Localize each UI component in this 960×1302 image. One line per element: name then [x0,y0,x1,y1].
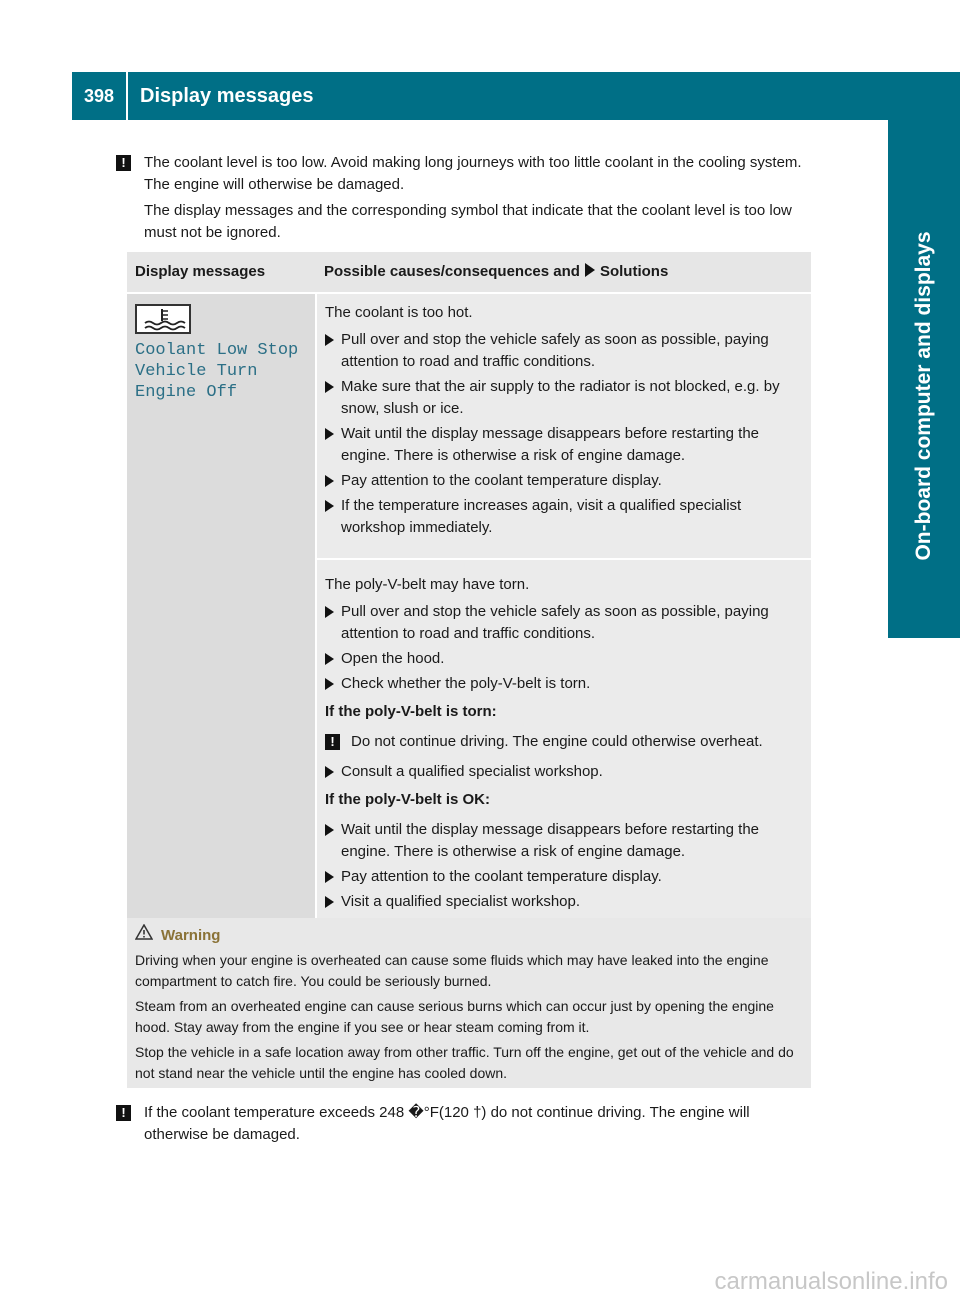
arrow-icon [325,678,334,690]
watermark: carmanualsonline.info [714,1268,948,1295]
arrow-icon [325,896,334,908]
warning-paragraph: Steam from an overheated engine can cause serious burns which can occur just by opening the engine hood. Stay away from the engine if you see or hear steam coming from it. [135,998,774,1035]
intro-note: The display messages and the corresponding symbol that indicate that the coolant level is too low must not be ignored. [144,202,792,241]
list-item [325,648,803,670]
page-title: Display messages [140,85,314,107]
list-item [325,329,803,373]
col-causes-solutions [316,252,811,293]
list-item [325,761,803,783]
intro-caution-text: The coolant level is too low. Avoid making long journeys with too little coolant in the cooling system. The engine will otherwise be damaged. [144,154,802,193]
step-text: Pull over and stop the vehicle safely as soon as possible, paying attention to road and traffic conditions. [341,331,769,370]
warning-paragraph: Driving when your engine is overheated can cause some fluids which may have leaked into the engine compartment to catch fire. You could be seriously burned. [135,952,769,989]
torn-heading: If the poly-V-belt is torn: [325,703,497,720]
list-item [325,673,803,695]
intro [116,152,812,244]
arrow-icon [325,824,334,836]
step-text: Pull over and stop the vehicle safely as soon as possible, paying attention to road and traffic conditions. [341,603,769,642]
step-text: Consult a qualified specialist workshop. [341,763,603,780]
warning-heading [135,924,803,946]
display-message-cell [127,293,316,926]
final-caution [116,1102,812,1146]
step-text: Make sure that the air supply to the radiator is not blocked, e.g. by snow, slush or ice. [341,378,780,417]
warning-title: Warning [161,926,221,944]
caution-icon: ! [325,734,340,750]
table-row [127,293,811,559]
caution-icon: ! [116,155,131,171]
arrow-icon [325,428,334,440]
page-number: 398 [83,86,115,106]
ok-heading: If the poly-V-belt is OK: [325,791,491,808]
arrow-icon [325,475,334,487]
list-item [325,376,803,420]
section-poly-v-belt [316,559,811,926]
display-messages-table [127,252,811,926]
list-item [325,866,803,888]
arrow-icon [325,871,334,883]
cause-text: The poly-V-belt may have torn. [325,576,530,593]
warning-box [127,918,811,1088]
col-display-messages: Display messages [127,252,316,293]
warning-paragraph: Stop the vehicle in a safe location away from other traffic. Turn off the engine, get out of the vehicle and do not stand near the vehicle until the engine has cooled down. [135,1044,794,1081]
torn-caution [325,731,803,753]
step-text: Check whether the poly-V-belt is torn. [341,675,591,692]
list-item [325,470,803,492]
arrow-icon [325,334,334,346]
step-text: Wait until the display message disappears before restarting the engine. There is otherwise a risk of engine damage. [341,821,760,860]
arrow-icon [325,381,334,393]
caution-icon: ! [116,1105,131,1121]
step-text: Pay attention to the coolant temperature display. [341,472,662,489]
list-item [325,601,803,645]
intro-caution [116,152,812,196]
list-item [325,423,803,467]
coolant-temperature-icon [135,304,191,334]
col2-header-part2: Solutions [599,263,669,280]
arrow-icon [585,263,595,277]
display-message-text: Coolant Low Stop Vehicle Turn Engine Off [135,341,299,402]
cause-text: The coolant is too hot. [325,304,473,321]
col2-header-part1: Possible causes/consequences and [324,263,580,280]
table-header-row [127,252,811,293]
list-item [325,819,803,863]
step-text: If the temperature increases again, visit a qualified specialist workshop immediately. [341,497,742,536]
header-divider [126,72,128,120]
arrow-icon [325,606,334,618]
list-item [325,495,803,539]
step-text: Open the hood. [341,650,445,667]
torn-caution-text: Do not continue driving. The engine could otherwise overheat. [351,733,763,750]
step-text: Wait until the display message disappears before restarting the engine. There is otherwise a risk of engine damage. [341,425,760,464]
list-item [325,891,803,913]
step-text: Visit a qualified specialist workshop. [341,893,581,910]
final-caution-text: If the coolant temperature exceeds 248 �°F(120 †) do not continue driving. The engine will otherwise be damaged. [144,1104,750,1143]
warning-triangle-icon [135,924,153,946]
side-tab-label: On-board computer and displays [912,231,935,561]
arrow-icon [325,653,334,665]
step-text: Pay attention to the coolant temperature display. [341,868,662,885]
arrow-icon [325,500,334,512]
section-coolant-hot [316,293,811,559]
arrow-icon [325,766,334,778]
